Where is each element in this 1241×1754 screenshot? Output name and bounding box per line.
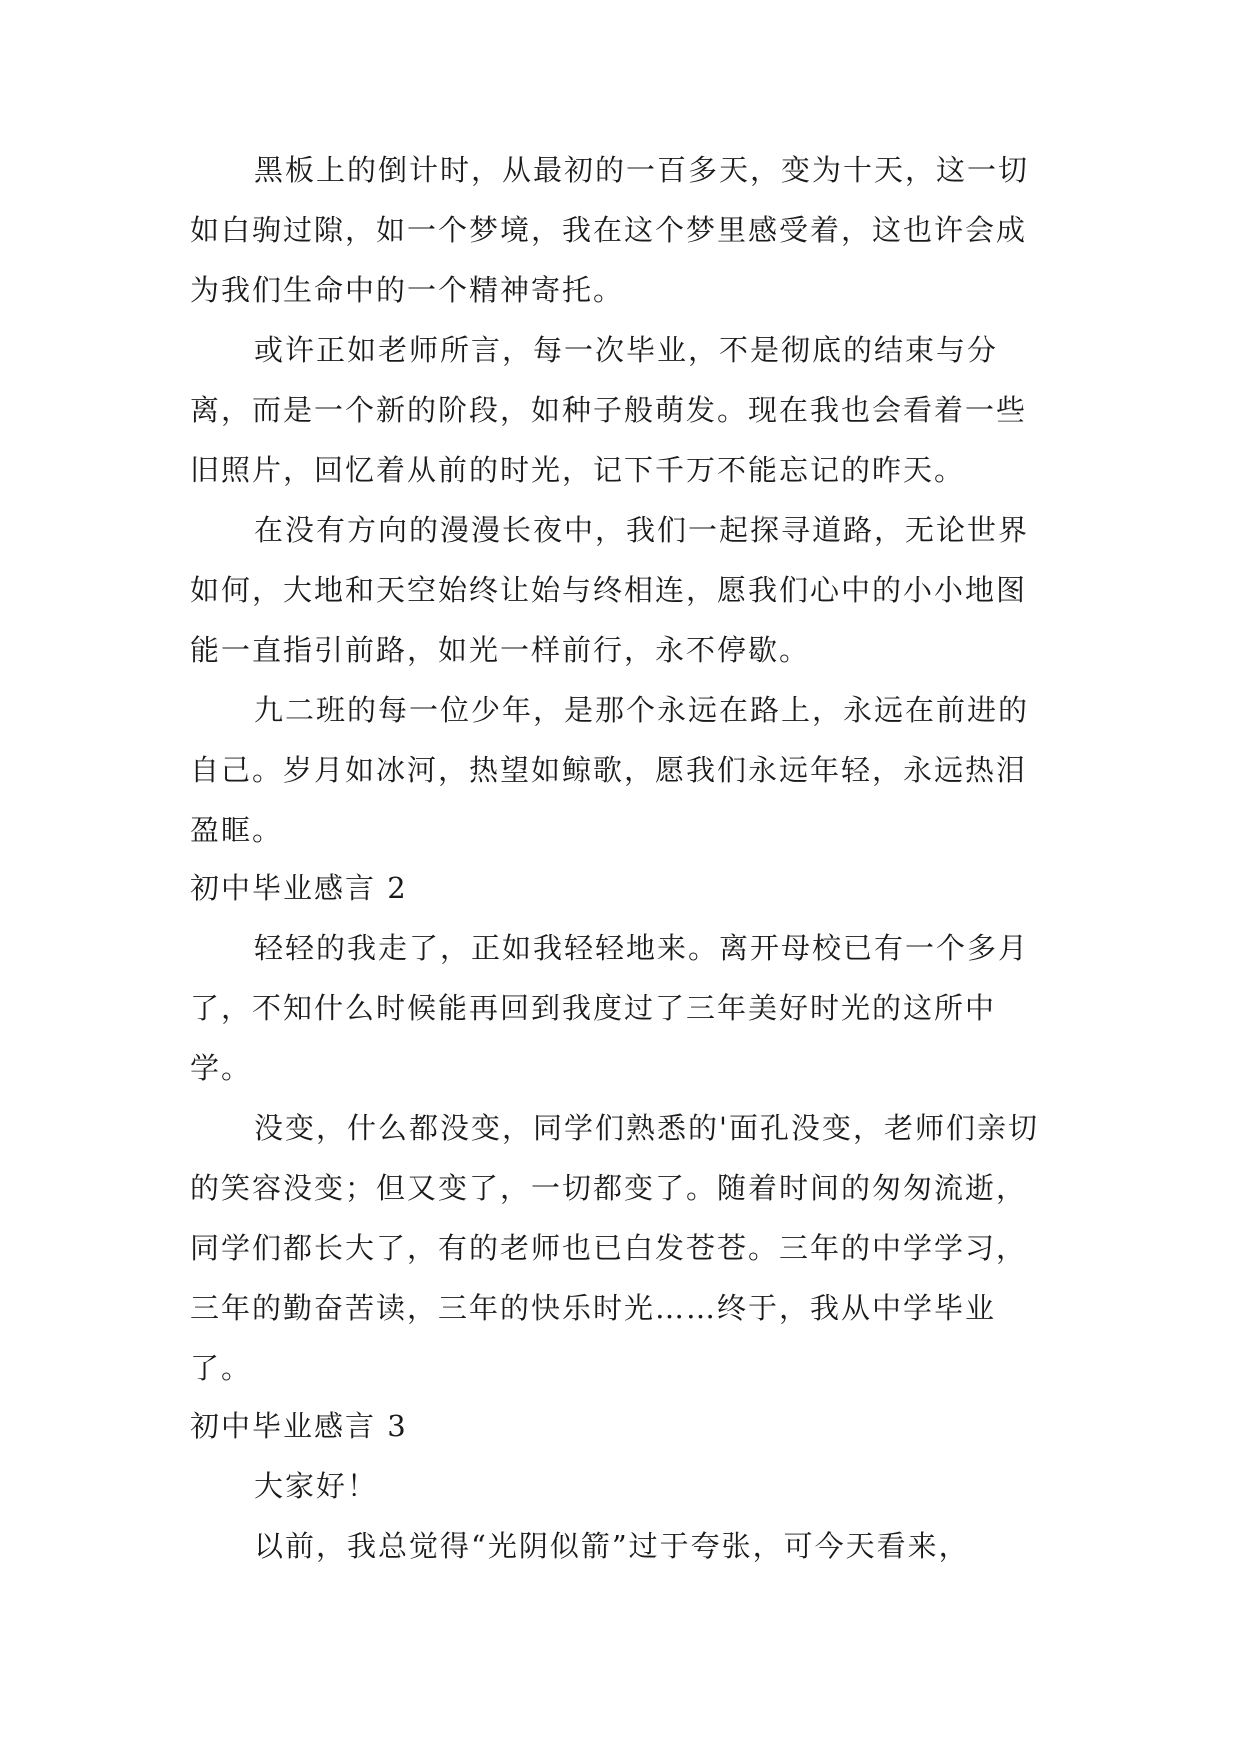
section-heading-3: 初中毕业感言 3 <box>190 1409 408 1443</box>
paragraph-nothing-changed: 没变，什么都没变，同学们熟悉的'面孔没变，老师们亲切的笑容没变；但又变了，一切都变了。随着时间的匆匆流逝，同学们都长大了，有的老师也已白发苍苍。三年的中学学习，三年的勤奋苦读，三年的快乐时光……终于，我从中学毕业了。 <box>190 1111 1039 1385</box>
paragraph-long-night: 在没有方向的漫漫长夜中，我们一起探寻道路，无论世界如何，大地和天空始终让始与终相连，愿我们心中的小小地图能一直指引前路，如光一样前行，永不停歇。 <box>190 513 1030 667</box>
section-heading-2: 初中毕业感言 2 <box>190 871 408 905</box>
paragraph-graduation-meaning: 或许正如老师所言，每一次毕业，不是彻底的结束与分离，而是一个新的阶段，如种子般萌发。现在我也会看着一些旧照片，回忆着从前的时光，记下千万不能忘记的昨天。 <box>190 333 1028 487</box>
paragraph-countdown: 黑板上的倒计时，从最初的一百多天，变为十天，这一切如白驹过隙，如一个梦境，我在这个梦里感受着，这也许会成为我们生命中的一个精神寄托。 <box>190 153 1030 307</box>
paragraph-greeting: 大家好！ <box>254 1469 379 1503</box>
paragraph-time-flies: 以前，我总觉得“光阴似箭”过于夸张，可今天看来， <box>254 1529 970 1563</box>
paragraph-leaving-school: 轻轻的我走了，正如我轻轻地来。离开母校已有一个多月了，不知什么时候能再回到我度过了三年美好时光的这所中学。 <box>190 931 1030 1085</box>
paragraph-class-nine-two: 九二班的每一位少年，是那个永远在路上，永远在前进的自己。岁月如冰河，热望如鲸歌，愿我们永远年轻，永远热泪盈眶。 <box>190 693 1030 847</box>
